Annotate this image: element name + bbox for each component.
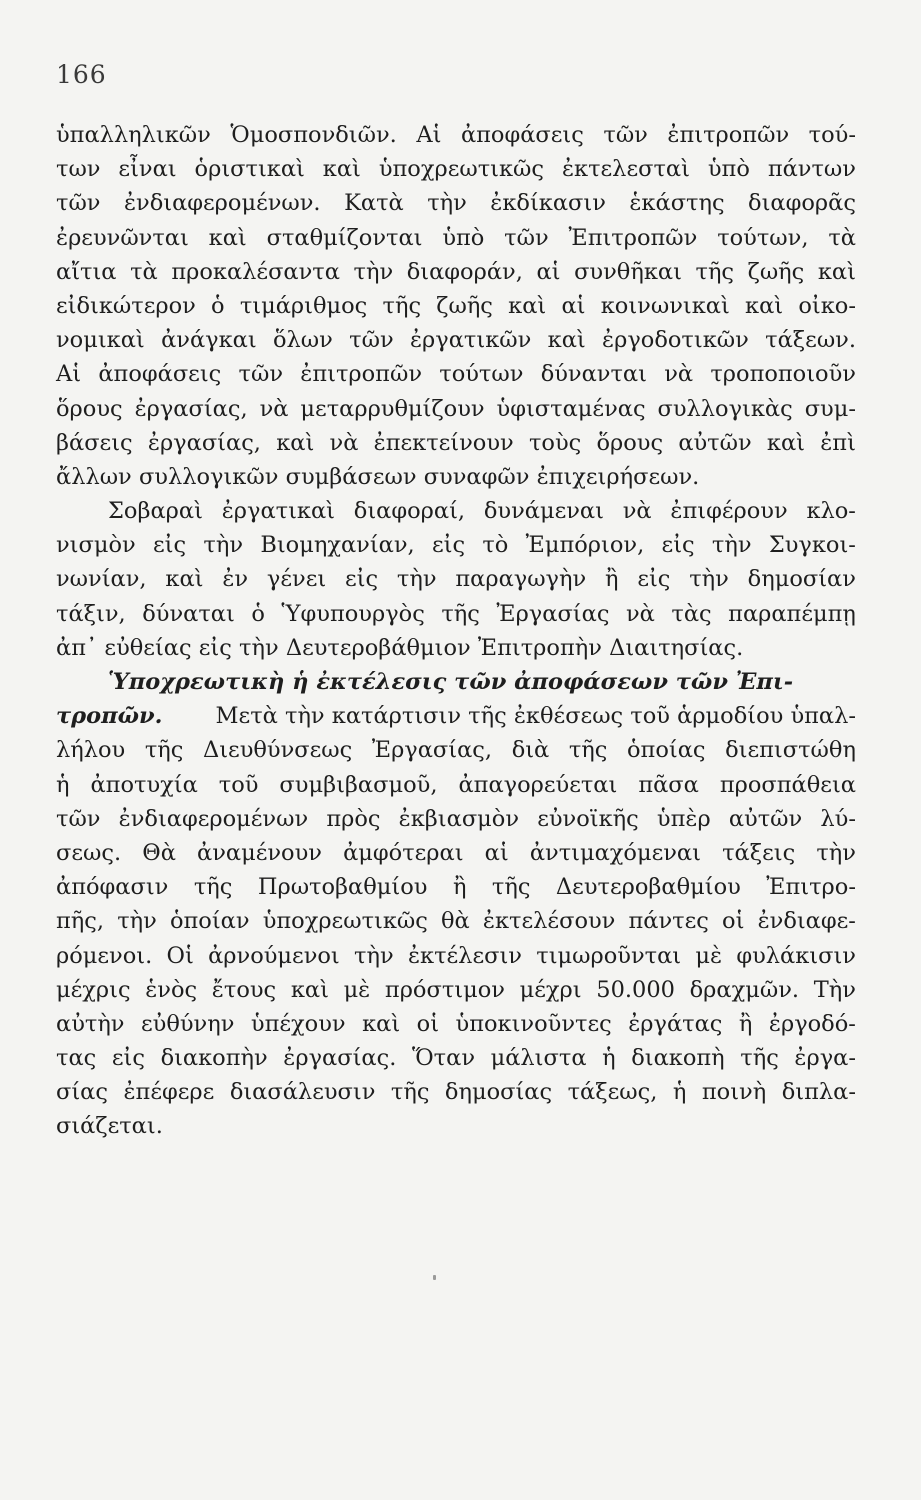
text-line-rest: Μετὰ τὴν κατάρτισιν τῆς ἐκθέσεως τοῦ ἁρμοδίου ὑπαλ- — [215, 703, 856, 730]
word: ὑφισταμένας — [496, 395, 646, 422]
word: νισμὸν — [56, 532, 136, 559]
word: ἐργοδοτικῶν — [602, 327, 749, 354]
word: γένει — [266, 566, 327, 593]
word: ἐργατικῶν — [409, 327, 532, 354]
word: ἀμφότεραι — [343, 839, 464, 866]
paragraph-2 — [56, 494, 856, 665]
word: ποινὴ — [701, 1079, 767, 1106]
word: 50.000 — [596, 976, 675, 1003]
text-line — [56, 973, 856, 1007]
word: τάξιν, — [56, 600, 126, 627]
word: Αἱ — [416, 122, 442, 148]
word: τάξεις — [722, 839, 796, 866]
word: Ἐργασίας, — [371, 737, 493, 764]
word: ἐργα- — [794, 1045, 856, 1072]
word: πάντες — [628, 908, 709, 935]
word: εὐνοϊκῆς — [537, 805, 639, 832]
word: ἑκάστης — [629, 190, 725, 217]
word: μεταρρυθμίζουν — [300, 395, 485, 422]
word: δημοσίας — [444, 1079, 553, 1106]
text-line — [56, 699, 856, 733]
word: τὴν — [711, 532, 752, 559]
text-line — [56, 870, 856, 904]
text-line — [56, 460, 856, 494]
text-line — [56, 836, 856, 870]
word: τῆς — [441, 600, 480, 627]
word: ἐκτέλεσιν — [407, 942, 522, 969]
word: ζωῆς — [747, 258, 805, 285]
word: Ὅταν — [411, 1045, 475, 1072]
word: Ἐργασίας — [496, 600, 610, 627]
word: δύνανται — [540, 361, 647, 388]
word: σεως. — [56, 839, 122, 866]
word: τῆς — [491, 874, 531, 901]
word: ὑποχρεωτικῶς — [262, 908, 428, 935]
word: ἢ — [452, 874, 467, 901]
word: νομικαὶ — [56, 327, 145, 354]
word: προκαλέσαντα — [171, 258, 340, 285]
word: τῶν — [56, 190, 101, 217]
word: ὑπαλληλικῶν — [56, 122, 211, 148]
word: πρὸς — [326, 805, 381, 832]
word: δύναται — [142, 600, 235, 627]
word: ὁποίαν — [169, 908, 250, 935]
word: Ἐπιτροπῶν — [568, 224, 698, 251]
word: συναφῶν — [423, 463, 530, 490]
word: Σοβαραὶ — [108, 498, 203, 525]
word: τὴν — [396, 566, 437, 593]
word: τῶν — [56, 805, 101, 832]
word: ὁ — [251, 600, 265, 627]
text-line — [56, 1109, 856, 1143]
text-line — [56, 118, 856, 152]
word: ἐκτελέσουν — [482, 908, 616, 935]
word: ἀπαγορεύεται — [458, 771, 618, 798]
word: τὴν — [816, 839, 856, 866]
word: τὴν — [239, 634, 279, 661]
word: πᾶσα — [638, 771, 699, 798]
word: δυνάμεναι — [483, 498, 604, 525]
word: τούτων, — [717, 224, 809, 251]
text-line — [56, 939, 856, 973]
word: τας — [56, 1045, 97, 1072]
word: τὴν — [354, 942, 394, 969]
page-number: 166 — [56, 60, 107, 89]
word: ἐργασίας, — [134, 395, 248, 422]
word: τού- — [808, 122, 856, 148]
word: ἀντιμαχόμεναι — [529, 839, 701, 866]
word: τὴν — [427, 190, 467, 217]
word: ἐργοδό- — [768, 1010, 856, 1037]
word: μέχρι — [519, 976, 582, 1003]
word: νὰ — [622, 498, 652, 525]
word: ἐνδιαφε- — [757, 908, 856, 935]
word: ὁ — [211, 292, 225, 319]
word: ἢ — [605, 566, 619, 593]
word: τὴν — [203, 532, 244, 559]
word: Τὴν — [813, 976, 856, 1003]
word: θὰ — [441, 908, 470, 935]
word: λύ- — [820, 805, 856, 832]
word: τὰ — [130, 258, 158, 285]
word: σταθμίζονται — [266, 224, 423, 251]
word: εἰς — [345, 566, 379, 593]
text-line — [56, 733, 856, 767]
word: αἴτια — [56, 258, 117, 285]
word: ἀποφάσεις — [98, 361, 222, 388]
word: ρόμενοι. — [56, 942, 153, 969]
word: Ἐμπόριον, — [525, 532, 645, 559]
word: ἐργασίας, — [147, 429, 261, 456]
word: διαφοραί, — [353, 498, 466, 525]
text-line — [56, 904, 856, 938]
word: τῆς — [568, 737, 608, 764]
word: καὶ — [290, 976, 329, 1003]
word: ἐπιφέρουν — [670, 498, 788, 525]
section-heading-end: τροπῶν. — [56, 703, 163, 730]
word: ἐρευνῶνται — [56, 224, 189, 251]
text-line — [56, 186, 856, 220]
word: νὰ — [259, 395, 289, 422]
word: εἰς — [111, 1045, 145, 1072]
word: τὴν — [353, 258, 394, 285]
word: Οἱ — [166, 942, 194, 969]
word: εἰδικώτερον — [56, 292, 196, 319]
word: ὅρους — [596, 429, 664, 456]
word: Δευτεροβάθμιον — [285, 634, 471, 661]
word: οἱ — [416, 1010, 440, 1037]
word: τῆς — [695, 258, 735, 285]
word: τὴν — [689, 566, 729, 593]
word: σίας — [56, 1079, 108, 1106]
word: Ἐπιτροπὴν — [477, 634, 602, 661]
word: των — [56, 156, 101, 183]
word: πῆς, — [56, 908, 105, 935]
word: καὶ — [276, 429, 315, 456]
text-line — [56, 1041, 856, 1075]
word: νὰ — [625, 600, 655, 627]
word: τιμωροῦνται — [536, 942, 682, 969]
word: αἱ — [536, 258, 561, 285]
word: ἐπιχειρήσεων. — [536, 463, 700, 490]
word: τῶν — [603, 122, 648, 148]
word: Δευτεροβαθμίου — [555, 874, 741, 901]
word: εἶναι — [118, 156, 177, 183]
word: Βιομηχανίαν, — [260, 532, 415, 559]
word: ὑπὸ — [707, 156, 750, 183]
word: ἐκτελεσταὶ — [561, 156, 690, 183]
word: τοὺς — [528, 429, 582, 456]
word: δραχμῶν. — [689, 976, 800, 1003]
word: τῶν — [504, 224, 549, 251]
word: τὰ — [828, 224, 856, 251]
word: πάντων — [767, 156, 856, 183]
print-speck — [433, 1275, 436, 1280]
word: αὐτῶν — [728, 805, 803, 832]
word: ἀρνούμενοι — [208, 942, 340, 969]
word: καὶ — [817, 258, 856, 285]
text-line — [56, 392, 856, 426]
word: ἐκδίκασιν — [490, 190, 606, 217]
word: τῆς — [144, 737, 184, 764]
word: τῆς — [740, 1045, 779, 1072]
word: αὐτὴν — [56, 1010, 125, 1037]
word: τῆς — [390, 1079, 430, 1106]
word: τῶν — [349, 327, 394, 354]
word: εἰς — [431, 532, 466, 559]
word: ζωῆς — [436, 292, 493, 319]
word: δημοσίαν — [747, 566, 856, 593]
word: νὰ — [329, 429, 359, 456]
text-line — [56, 357, 856, 391]
word: καὶ — [547, 327, 586, 354]
word: ἐνδιαφερομένων. — [123, 190, 321, 217]
word: τιμάριθμος — [239, 292, 368, 319]
text-line — [56, 323, 856, 357]
word: ἀποτυχία — [90, 771, 198, 798]
word: ἐργασίας. — [283, 1045, 397, 1072]
word: καὶ — [165, 566, 204, 593]
text-line — [56, 494, 856, 528]
word: καὶ — [362, 1010, 401, 1037]
word: οἰκο- — [798, 292, 856, 319]
word: τῶν — [238, 361, 284, 388]
word: τάξεως, — [567, 1079, 658, 1106]
word: αὐτῶν — [678, 429, 752, 456]
word: παραπέμπῃ — [728, 600, 856, 627]
word: μὲ — [343, 976, 371, 1003]
word: κλο- — [806, 498, 856, 525]
paragraph-3 — [56, 665, 856, 1144]
word: οἱ — [722, 908, 745, 935]
word: πρόστιμον — [384, 976, 505, 1003]
word: ἀναμένουν — [197, 839, 322, 866]
word: ἐνδιαφερομένων — [118, 805, 309, 832]
word: διακοπὴν — [160, 1045, 268, 1072]
word: ὁριστικαὶ — [194, 156, 305, 183]
word: τῆς — [382, 292, 422, 319]
text-line — [56, 289, 856, 323]
text-line — [56, 255, 856, 289]
text-line — [56, 768, 856, 802]
word: Διευθύνσεως — [202, 737, 353, 764]
word: τοῦ — [218, 771, 259, 798]
word: εὐθείας — [104, 634, 192, 661]
word: ἔτους — [211, 976, 277, 1003]
word: εἰς — [661, 532, 695, 559]
text-line — [56, 426, 856, 460]
word: σιάζεται. — [56, 1113, 163, 1140]
word: τῆς — [193, 874, 233, 901]
word: ἐργάτας — [628, 1010, 723, 1037]
word: ὑποκινοῦντες — [455, 1010, 612, 1037]
word: τὸ — [482, 532, 509, 559]
word: ἑνὸς — [145, 976, 198, 1003]
word: διὰ — [511, 737, 550, 764]
word: ἡ — [602, 1045, 616, 1072]
word: ἡ — [672, 1079, 687, 1106]
word: ὑποχρεωτικῶς — [378, 156, 544, 183]
word: παραγωγὴν — [455, 566, 587, 593]
word: Κατὰ — [344, 190, 404, 217]
word: διαφορᾶς — [748, 190, 856, 217]
text-line — [56, 528, 856, 562]
word: ὑπὸ — [442, 224, 485, 251]
word: Αἱ — [56, 361, 82, 388]
word: αἱ — [484, 839, 509, 866]
word: τροποποιοῦν — [710, 361, 856, 388]
word: ἐκβιασμὸν — [398, 805, 520, 832]
word: ὑπέχουν — [250, 1010, 346, 1037]
section-heading-line — [56, 665, 856, 699]
word: τὰς — [671, 600, 712, 627]
text-line — [56, 802, 856, 836]
word: ἢ — [738, 1010, 753, 1037]
word: ὅλων — [273, 327, 333, 354]
text-line — [56, 631, 856, 665]
word: νωνίαν, — [56, 566, 147, 593]
word: συμ- — [804, 395, 856, 422]
word: συλλογικῶν — [138, 463, 279, 490]
word: ὁποίας — [627, 737, 706, 764]
word: νὰ — [664, 361, 694, 388]
text-line — [56, 221, 856, 255]
word: Συγκοι- — [768, 532, 856, 559]
word: αἱ — [561, 292, 586, 319]
word: συμβιβασμοῦ, — [279, 771, 438, 798]
word: τάξεων. — [765, 327, 856, 354]
word: ἐν — [222, 566, 249, 593]
word: ἀπόφασιν — [56, 874, 169, 901]
word: Ὑφυπουργὸς — [281, 600, 425, 627]
word: ἀποφάσεις — [460, 122, 584, 148]
word: ἐπέφερε — [123, 1079, 215, 1106]
word: ἐπεκτείνουν — [373, 429, 514, 456]
word: καὶ — [745, 292, 784, 319]
text-line — [56, 597, 856, 631]
text-line — [56, 562, 856, 596]
word: διασάλευσιν — [229, 1079, 376, 1106]
word: καὶ — [322, 156, 361, 183]
word: καὶ — [766, 429, 805, 456]
word: διπλα- — [781, 1079, 856, 1106]
word: συνθῆκαι — [574, 258, 682, 285]
word: εἰς — [153, 532, 187, 559]
word: ὅρους — [56, 395, 123, 422]
word: μὲ — [695, 942, 723, 969]
word: τούτων — [439, 361, 524, 388]
word: ἐργατικαὶ — [221, 498, 335, 525]
word: ὑπὲρ — [656, 805, 711, 832]
word: εἰς — [637, 566, 671, 593]
word: διεπιστώθη — [725, 737, 856, 764]
word: συλλογικὰς — [657, 395, 793, 422]
section-heading: Ὑποχρεωτικὴ ἡ ἐκτέλεσις τῶν ἀποφάσεων τῶν Ἐπι- — [108, 669, 794, 695]
text-line — [56, 1007, 856, 1041]
word: λήλου — [56, 737, 126, 764]
word: ἡ — [56, 771, 70, 798]
word: φυλάκισιν — [736, 942, 856, 969]
text-line — [56, 1075, 856, 1109]
word: καὶ — [508, 292, 547, 319]
word: Θὰ — [142, 839, 176, 866]
word: ἄλλων — [56, 463, 132, 490]
word: κοινωνικαὶ — [600, 292, 730, 319]
text-line — [56, 152, 856, 186]
word: τὴν — [117, 908, 157, 935]
word: μέχρις — [56, 976, 131, 1003]
body-text — [56, 118, 856, 1144]
word: προσπάθεια — [719, 771, 856, 798]
word: Ὁμοσπονδιῶν. — [230, 122, 397, 148]
word: καὶ — [208, 224, 247, 251]
word: συμβάσεων — [285, 463, 417, 490]
word: διαφοράν, — [406, 258, 523, 285]
word: εἰς — [198, 634, 232, 661]
word: Διαιτησίας. — [609, 634, 744, 661]
paragraph-1 — [56, 118, 856, 494]
word: Πρωτοβαθμίου — [257, 874, 428, 901]
word: ἐπὶ — [820, 429, 856, 456]
word: ἐπιτροπῶν — [300, 361, 422, 388]
word: βάσεις — [56, 429, 133, 456]
word: ἀνάγκαι — [161, 327, 257, 354]
word: ἀπ᾿ — [56, 634, 98, 661]
word: διακοπὴ — [631, 1045, 725, 1072]
word: Ἐπιτρο- — [766, 874, 856, 901]
word: μάλιστα — [490, 1045, 587, 1072]
word: εὐθύνην — [140, 1010, 235, 1037]
word: ἐπιτροπῶν — [667, 122, 790, 148]
